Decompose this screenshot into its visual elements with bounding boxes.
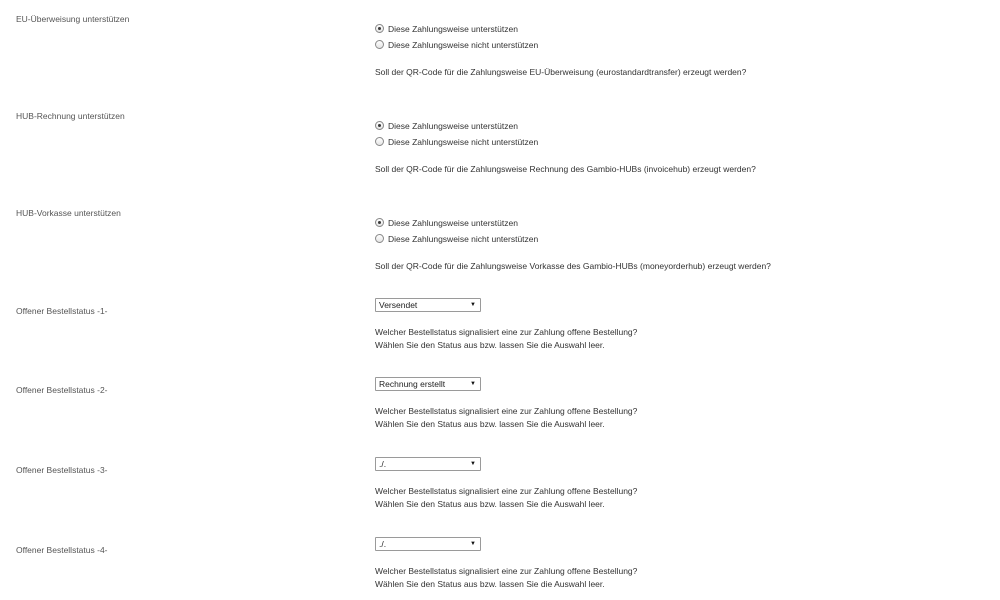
radio-label: Diese Zahlungsweise unterstützen — [388, 23, 518, 34]
order-status-4-select[interactable] — [375, 537, 481, 551]
radio-checked-icon[interactable] — [375, 121, 384, 130]
radio-label: Diese Zahlungsweise nicht unterstützen — [388, 233, 539, 244]
radio-label: Diese Zahlungsweise nicht unterstützen — [388, 39, 539, 50]
select-value: ./. — [379, 539, 387, 549]
hub-prepayment-no-support-option[interactable] — [375, 232, 538, 245]
select-value: ./. — [379, 459, 387, 469]
description-line: Wählen Sie den Status aus bzw. lassen Sie die Auswahl leer. — [375, 578, 605, 589]
order-status-2-description — [375, 405, 637, 430]
hub-invoice-no-support-option[interactable] — [375, 135, 538, 148]
eu-transfer-description: Soll der QR-Code für die Zahlungsweise EU-Überweisung (eurostandardtransfer) erzeugt werden? — [375, 67, 747, 77]
select-value: Rechnung erstellt — [379, 379, 446, 389]
description-line: Welcher Bestellstatus signalisiert eine zur Zahlung offene Bestellung? — [375, 566, 638, 576]
caret-down-icon: ▼ — [470, 541, 476, 547]
hub-invoice-description: Soll der QR-Code für die Zahlungsweise Rechnung des Gambio-HUBs (invoicehub) erzeugt werden? — [375, 164, 756, 174]
description-line: Wählen Sie den Status aus bzw. lassen Sie die Auswahl leer. — [375, 498, 605, 509]
order-status-4-description — [375, 565, 637, 590]
description-line: Welcher Bestellstatus signalisiert eine zur Zahlung offene Bestellung? — [375, 406, 638, 416]
hub-invoice-label: HUB-Rechnung unterstützen — [16, 111, 125, 121]
caret-down-icon: ▼ — [470, 302, 476, 308]
order-status-4-label: Offener Bestellstatus -4- — [16, 545, 108, 555]
description-line: Welcher Bestellstatus signalisiert eine zur Zahlung offene Bestellung? — [375, 327, 638, 337]
order-status-3-label: Offener Bestellstatus -3- — [16, 465, 108, 475]
radio-checked-icon[interactable] — [375, 24, 384, 33]
description-line: Wählen Sie den Status aus bzw. lassen Sie die Auswahl leer. — [375, 339, 605, 350]
order-status-1-select[interactable] — [375, 298, 481, 312]
eu-transfer-label: EU-Überweisung unterstützen — [16, 14, 130, 24]
radio-label: Diese Zahlungsweise unterstützen — [388, 217, 518, 228]
description-line: Wählen Sie den Status aus bzw. lassen Sie die Auswahl leer. — [375, 418, 605, 429]
order-status-3-description — [375, 485, 637, 510]
radio-unchecked-icon[interactable] — [375, 40, 384, 49]
hub-invoice-support-option[interactable] — [375, 119, 538, 132]
radio-unchecked-icon[interactable] — [375, 234, 384, 243]
hub-invoice-radio-group — [375, 119, 538, 151]
hub-prepayment-description: Soll der QR-Code für die Zahlungsweise Vorkasse des Gambio-HUBs (moneyorderhub) erzeugt werden? — [375, 261, 771, 271]
radio-label: Diese Zahlungsweise nicht unterstützen — [388, 136, 539, 147]
hub-prepayment-support-option[interactable] — [375, 216, 538, 229]
radio-label: Diese Zahlungsweise unterstützen — [388, 120, 518, 131]
hub-prepayment-radio-group — [375, 216, 538, 248]
order-status-3-select[interactable] — [375, 457, 481, 471]
select-value: Versendet — [379, 300, 418, 310]
radio-unchecked-icon[interactable] — [375, 137, 384, 146]
order-status-1-label: Offener Bestellstatus -1- — [16, 306, 108, 316]
caret-down-icon: ▼ — [470, 381, 476, 387]
order-status-2-select[interactable] — [375, 377, 481, 391]
eu-transfer-radio-group — [375, 22, 538, 54]
order-status-2-label: Offener Bestellstatus -2- — [16, 385, 108, 395]
eu-transfer-support-option[interactable] — [375, 22, 538, 35]
caret-down-icon: ▼ — [470, 461, 476, 467]
description-line: Welcher Bestellstatus signalisiert eine zur Zahlung offene Bestellung? — [375, 486, 638, 496]
order-status-1-description — [375, 326, 637, 351]
radio-checked-icon[interactable] — [375, 218, 384, 227]
hub-prepayment-label: HUB-Vorkasse unterstützen — [16, 208, 121, 218]
eu-transfer-no-support-option[interactable] — [375, 38, 538, 51]
